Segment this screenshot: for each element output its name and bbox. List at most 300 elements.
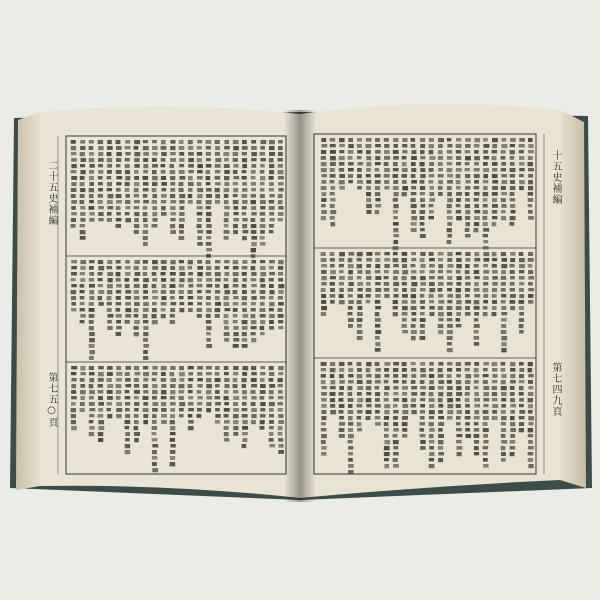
print-glyph xyxy=(269,146,275,150)
print-glyph xyxy=(456,324,462,327)
print-glyph xyxy=(125,266,131,269)
print-glyph xyxy=(98,426,104,430)
print-glyph xyxy=(152,456,157,460)
print-glyph xyxy=(375,144,381,147)
print-glyph xyxy=(179,302,184,305)
print-glyph xyxy=(384,416,389,420)
print-glyph xyxy=(420,330,425,334)
print-glyph xyxy=(125,414,130,418)
print-glyph xyxy=(197,390,202,394)
print-glyph xyxy=(510,180,515,184)
print-glyph xyxy=(107,396,113,400)
print-glyph xyxy=(492,198,497,202)
print-glyph xyxy=(357,368,362,372)
print-glyph xyxy=(420,440,425,444)
print-glyph xyxy=(269,402,275,406)
print-glyph xyxy=(456,276,461,280)
print-glyph xyxy=(152,278,157,282)
print-glyph xyxy=(492,138,498,142)
print-glyph xyxy=(89,378,94,382)
print-glyph xyxy=(438,174,444,177)
print-glyph xyxy=(188,296,194,299)
print-glyph xyxy=(233,302,239,306)
print-glyph xyxy=(233,164,238,168)
print-glyph xyxy=(260,402,265,406)
print-glyph xyxy=(330,180,335,183)
print-glyph xyxy=(429,446,434,450)
print-glyph xyxy=(411,138,416,142)
print-glyph xyxy=(161,140,166,144)
print-glyph xyxy=(528,282,533,285)
print-glyph xyxy=(420,324,425,328)
print-glyph xyxy=(411,368,416,372)
print-glyph xyxy=(366,404,371,407)
print-glyph xyxy=(510,276,515,279)
print-glyph xyxy=(71,152,77,155)
print-glyph xyxy=(206,372,212,375)
print-glyph xyxy=(393,222,399,226)
print-glyph xyxy=(474,386,479,389)
print-glyph xyxy=(224,332,230,336)
print-glyph xyxy=(260,224,266,228)
print-glyph xyxy=(80,146,85,150)
print-glyph xyxy=(501,404,506,408)
print-glyph xyxy=(80,140,85,144)
print-glyph xyxy=(393,156,399,160)
print-glyph xyxy=(125,320,130,324)
print-glyph xyxy=(474,216,480,220)
print-glyph xyxy=(357,428,362,431)
print-glyph xyxy=(402,138,407,142)
print-glyph xyxy=(197,230,203,233)
print-glyph xyxy=(384,138,389,142)
print-glyph xyxy=(411,252,416,255)
print-glyph xyxy=(483,380,488,384)
print-glyph xyxy=(519,294,524,298)
print-glyph xyxy=(438,168,443,171)
print-glyph xyxy=(224,188,230,192)
print-glyph xyxy=(483,440,488,443)
print-glyph xyxy=(510,222,515,226)
print-glyph xyxy=(366,288,372,292)
print-glyph xyxy=(420,428,425,432)
print-glyph xyxy=(375,342,380,346)
print-glyph xyxy=(465,288,470,292)
print-glyph xyxy=(348,276,353,280)
print-glyph xyxy=(116,372,122,376)
print-glyph xyxy=(384,270,389,273)
print-glyph xyxy=(501,174,507,177)
print-glyph xyxy=(348,410,354,414)
print-glyph xyxy=(278,326,283,329)
print-glyph xyxy=(411,228,417,232)
print-glyph xyxy=(438,434,444,438)
print-glyph xyxy=(330,282,335,286)
print-glyph xyxy=(206,308,211,312)
print-glyph xyxy=(269,320,274,324)
print-glyph xyxy=(501,180,507,184)
print-glyph xyxy=(206,396,212,400)
print-glyph xyxy=(483,198,488,202)
print-glyph xyxy=(224,284,229,288)
print-glyph xyxy=(456,156,461,160)
print-glyph xyxy=(125,366,131,370)
print-glyph xyxy=(224,272,229,276)
print-glyph xyxy=(224,170,229,174)
print-glyph xyxy=(251,146,257,150)
print-glyph xyxy=(215,372,220,376)
print-glyph xyxy=(483,264,488,267)
print-glyph xyxy=(260,378,265,382)
print-glyph xyxy=(116,384,122,388)
print-glyph xyxy=(528,252,533,256)
print-glyph xyxy=(519,398,524,402)
print-glyph xyxy=(188,158,194,162)
print-glyph xyxy=(438,150,443,154)
print-glyph xyxy=(107,188,112,191)
print-glyph xyxy=(465,204,470,208)
print-glyph xyxy=(89,290,94,294)
print-glyph xyxy=(242,332,247,336)
print-glyph xyxy=(143,170,148,173)
print-glyph xyxy=(80,272,85,275)
print-glyph xyxy=(528,174,533,178)
print-glyph xyxy=(116,146,122,150)
print-glyph xyxy=(98,152,103,156)
print-glyph xyxy=(71,266,77,269)
print-glyph xyxy=(375,368,380,372)
print-glyph xyxy=(98,170,103,174)
print-glyph xyxy=(528,368,533,372)
print-glyph xyxy=(278,438,283,442)
print-glyph xyxy=(71,170,77,173)
print-glyph xyxy=(402,288,407,292)
print-glyph xyxy=(278,396,284,399)
print-glyph xyxy=(242,296,247,300)
print-glyph xyxy=(143,206,148,210)
print-glyph xyxy=(251,402,256,406)
print-glyph xyxy=(260,372,265,375)
print-glyph xyxy=(224,212,229,216)
print-glyph xyxy=(456,452,461,456)
print-glyph xyxy=(116,212,121,215)
print-glyph xyxy=(438,410,443,414)
print-glyph xyxy=(170,212,176,215)
print-glyph xyxy=(206,218,211,222)
print-glyph xyxy=(251,314,256,318)
print-glyph xyxy=(447,150,452,154)
print-glyph xyxy=(339,362,345,366)
print-glyph xyxy=(215,176,221,180)
print-glyph xyxy=(456,168,462,172)
print-glyph xyxy=(143,194,148,198)
print-glyph xyxy=(411,294,416,298)
print-glyph xyxy=(501,252,506,256)
print-glyph xyxy=(206,408,211,412)
print-glyph xyxy=(89,372,95,375)
print-glyph xyxy=(492,306,497,310)
print-glyph xyxy=(402,252,408,256)
print-glyph xyxy=(429,386,435,390)
print-glyph xyxy=(393,246,399,250)
print-glyph xyxy=(251,140,256,144)
print-glyph xyxy=(528,138,533,142)
print-glyph xyxy=(483,228,489,232)
print-glyph xyxy=(80,308,85,311)
print-glyph xyxy=(510,150,515,154)
print-glyph xyxy=(348,300,354,304)
print-glyph xyxy=(80,170,85,174)
print-glyph xyxy=(375,380,381,383)
print-glyph xyxy=(242,372,247,376)
print-glyph xyxy=(224,218,229,222)
print-glyph xyxy=(465,264,470,268)
print-glyph xyxy=(357,156,362,159)
print-glyph xyxy=(357,410,363,413)
print-glyph xyxy=(269,372,274,376)
print-glyph xyxy=(348,312,353,315)
print-glyph xyxy=(188,396,193,399)
print-glyph xyxy=(321,392,327,396)
print-glyph xyxy=(384,168,390,172)
print-glyph xyxy=(402,374,407,378)
print-glyph xyxy=(224,414,229,418)
print-glyph xyxy=(465,192,470,196)
print-glyph xyxy=(420,288,426,291)
print-glyph xyxy=(134,140,140,144)
print-glyph xyxy=(429,422,434,426)
print-glyph xyxy=(330,156,336,160)
print-glyph xyxy=(233,426,238,430)
print-glyph xyxy=(116,164,121,167)
print-glyph xyxy=(330,264,335,267)
print-glyph xyxy=(492,312,497,316)
print-glyph xyxy=(321,404,326,408)
print-glyph xyxy=(278,176,284,179)
print-glyph xyxy=(492,270,497,274)
print-glyph xyxy=(339,416,344,419)
print-glyph xyxy=(278,188,283,191)
print-glyph xyxy=(152,224,158,227)
print-glyph xyxy=(269,308,274,311)
print-glyph xyxy=(492,192,498,196)
print-glyph xyxy=(143,260,148,264)
print-glyph xyxy=(429,362,434,366)
print-glyph xyxy=(89,408,95,411)
print-glyph xyxy=(438,258,443,261)
print-glyph xyxy=(89,308,95,312)
print-glyph xyxy=(393,294,398,298)
print-glyph xyxy=(357,144,362,148)
print-glyph xyxy=(134,420,139,424)
print-glyph xyxy=(71,182,76,186)
print-glyph xyxy=(89,332,95,336)
print-glyph xyxy=(188,402,193,405)
print-glyph xyxy=(393,398,399,402)
print-glyph xyxy=(510,156,515,160)
print-glyph xyxy=(242,272,247,276)
print-glyph xyxy=(411,162,416,166)
print-glyph xyxy=(125,432,130,436)
print-glyph xyxy=(242,236,247,240)
print-glyph xyxy=(107,218,112,222)
print-glyph xyxy=(501,312,507,315)
print-glyph xyxy=(224,278,229,281)
print-glyph xyxy=(420,422,426,425)
print-glyph xyxy=(366,386,371,390)
print-glyph xyxy=(71,378,76,381)
print-glyph xyxy=(402,270,408,274)
print-glyph xyxy=(152,176,158,180)
print-glyph xyxy=(116,152,121,156)
print-glyph xyxy=(251,158,256,161)
print-glyph xyxy=(501,300,506,304)
print-glyph xyxy=(492,404,498,408)
print-glyph xyxy=(456,216,462,220)
print-glyph xyxy=(393,458,398,462)
print-glyph xyxy=(116,408,122,412)
print-glyph xyxy=(251,170,256,174)
print-glyph xyxy=(242,366,248,370)
print-glyph xyxy=(107,414,112,418)
print-glyph xyxy=(429,440,434,443)
print-glyph xyxy=(98,366,104,369)
print-glyph xyxy=(393,312,398,316)
print-glyph xyxy=(242,152,247,155)
print-glyph xyxy=(492,294,497,298)
print-glyph xyxy=(330,410,336,414)
print-glyph xyxy=(143,212,148,216)
print-glyph xyxy=(170,432,176,435)
print-glyph xyxy=(224,206,229,209)
print-glyph xyxy=(519,168,524,171)
print-glyph xyxy=(474,258,480,261)
print-glyph xyxy=(330,150,336,154)
print-glyph xyxy=(98,302,103,306)
print-glyph xyxy=(456,306,462,310)
print-glyph xyxy=(278,158,283,161)
print-glyph xyxy=(80,314,86,318)
print-glyph xyxy=(510,440,515,444)
print-glyph xyxy=(429,150,434,154)
print-glyph xyxy=(483,294,488,298)
print-glyph xyxy=(321,306,327,310)
print-glyph xyxy=(492,150,498,153)
print-glyph xyxy=(501,410,506,414)
print-glyph xyxy=(438,306,444,310)
print-glyph xyxy=(161,200,166,203)
print-glyph xyxy=(348,362,353,365)
print-glyph xyxy=(170,206,175,210)
print-glyph xyxy=(519,404,524,407)
print-glyph xyxy=(510,300,516,304)
print-glyph xyxy=(348,180,353,183)
print-glyph xyxy=(116,272,121,276)
print-glyph xyxy=(242,320,248,324)
print-glyph xyxy=(330,210,336,214)
print-glyph xyxy=(161,414,167,418)
print-glyph xyxy=(456,410,462,414)
print-glyph xyxy=(393,282,399,286)
print-glyph xyxy=(125,176,130,180)
print-glyph xyxy=(474,252,479,256)
print-glyph xyxy=(357,416,362,419)
print-glyph xyxy=(447,138,452,141)
print-glyph xyxy=(330,362,335,366)
print-glyph xyxy=(528,276,534,280)
print-glyph xyxy=(278,260,283,264)
print-glyph xyxy=(260,218,265,222)
print-glyph xyxy=(215,296,220,300)
print-glyph xyxy=(483,234,488,237)
print-glyph xyxy=(89,278,94,282)
print-glyph xyxy=(98,438,103,442)
print-glyph xyxy=(384,398,389,402)
print-glyph xyxy=(116,308,121,312)
print-glyph xyxy=(474,312,479,316)
print-glyph xyxy=(170,450,175,454)
print-glyph xyxy=(188,378,193,381)
print-glyph xyxy=(501,288,506,292)
print-glyph xyxy=(357,324,362,328)
print-glyph xyxy=(260,332,265,335)
print-glyph xyxy=(510,428,516,432)
print-glyph xyxy=(483,210,488,214)
print-glyph xyxy=(269,260,275,263)
print-glyph xyxy=(233,266,239,270)
print-glyph xyxy=(456,252,462,255)
print-glyph xyxy=(143,366,148,369)
print-glyph xyxy=(116,378,122,382)
print-glyph xyxy=(429,276,435,279)
print-glyph xyxy=(215,314,220,318)
print-glyph xyxy=(233,314,238,317)
print-glyph xyxy=(152,188,157,192)
print-glyph xyxy=(429,264,434,267)
print-glyph xyxy=(402,330,408,333)
print-glyph xyxy=(89,432,94,436)
print-glyph xyxy=(197,314,202,318)
print-glyph xyxy=(519,416,525,419)
print-glyph xyxy=(474,440,479,444)
print-glyph xyxy=(465,362,471,365)
print-glyph xyxy=(528,270,533,274)
print-glyph xyxy=(366,150,371,154)
print-glyph xyxy=(438,264,443,268)
print-glyph xyxy=(278,182,284,186)
print-glyph xyxy=(170,390,175,394)
print-glyph xyxy=(393,362,399,365)
print-glyph xyxy=(161,194,167,198)
print-glyph xyxy=(206,176,211,180)
print-glyph xyxy=(393,198,398,202)
print-glyph xyxy=(438,452,444,455)
print-glyph xyxy=(260,320,265,324)
print-glyph xyxy=(125,182,130,186)
print-glyph xyxy=(411,288,416,292)
print-glyph xyxy=(321,192,326,196)
print-glyph xyxy=(348,138,353,142)
print-glyph xyxy=(366,210,371,214)
print-glyph xyxy=(339,288,344,292)
print-glyph xyxy=(197,140,202,143)
print-glyph xyxy=(447,234,452,238)
print-glyph xyxy=(393,374,398,378)
print-glyph xyxy=(519,180,525,184)
print-glyph xyxy=(98,390,104,394)
print-glyph xyxy=(474,138,480,142)
print-glyph xyxy=(393,162,398,166)
